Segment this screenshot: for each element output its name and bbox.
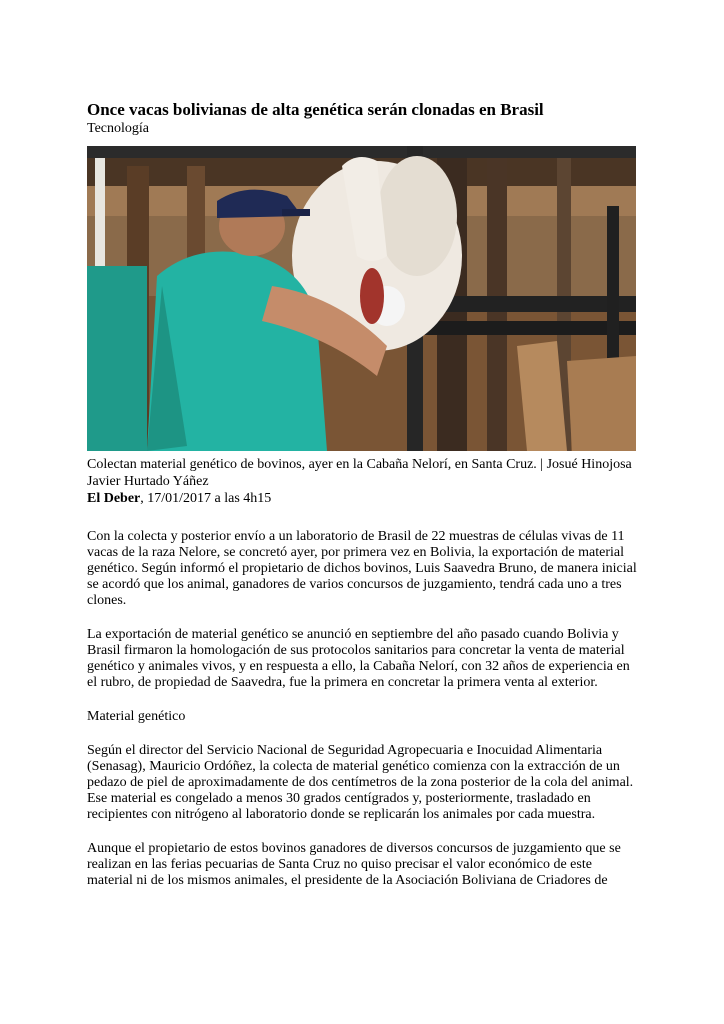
article-photo bbox=[87, 146, 636, 451]
photo-caption: Colectan material genético de bovinos, ayer en la Cabaña Nelorí, en Santa Cruz. | Josué Hinojosa bbox=[87, 457, 632, 472]
paragraph: Con la colecta y posterior envío a un laboratorio de Brasil de 22 muestras de células vivas de 11 vacas de la raza Nelore, se concretó ayer, por primera vez en Bolivia, la exportación de material genético. Según informó el propietario de dichos bovinos, Luis Saavedra Bruno, de manera inicial se acordó que los animal, ganadores de varios concursos de juzgamiento, tendrá cada uno a tres clones. bbox=[87, 529, 637, 608]
paragraph: La exportación de material genético se anunció en septiembre del año pasado cuando Bolivia y Brasil firmaron la homologación de sus protocolos sanitarios para concretar la venta de material genético y animales vivos, y en respuesta a ello, la Cabaña Nelorí, con 32 años de experiencia en el rubro, de propiedad de Saavedra, fue la primera en concretar la primera venta al exterior. bbox=[87, 627, 630, 690]
publish-date: , 17/01/2017 a las 4h15 bbox=[140, 491, 272, 506]
subheading: Material genético bbox=[87, 709, 186, 724]
paragraph: Aunque el propietario de estos bovinos ganadores de diversos concursos de juzgamiento que se realizan en las ferias pecuarias de Santa Cruz no quiso precisar el valor económico de este material ni de los mismos animales, el presidente de la Asociación Boliviana de Criadores de bbox=[87, 841, 621, 888]
photo-illustration bbox=[87, 146, 636, 451]
source-name: El Deber bbox=[87, 491, 141, 506]
paragraph: Según el director del Servicio Nacional de Seguridad Agropecuaria e Inocuidad Alimentaria (Senasag), Mauricio Ordóñez, la colecta de material genético comienza con la extracción de un pedazo de piel de aproximadamente de dos centímetros de la zona posterior de la cola del animal. Ese material es congelado a menos 30 grados centígrados y, posteriormente, trasladado en recipientes con nitrógeno al laboratorio donde se replicarán los animales por cada muestra. bbox=[87, 743, 634, 822]
author-name: Javier Hurtado Yáñez bbox=[87, 474, 209, 489]
source-date-line bbox=[87, 490, 639, 507]
article bbox=[87, 100, 639, 889]
article-title: Once vacas bolivianas de alta genética serán clonadas en Brasil bbox=[87, 100, 544, 119]
article-section: Tecnología bbox=[87, 121, 149, 136]
